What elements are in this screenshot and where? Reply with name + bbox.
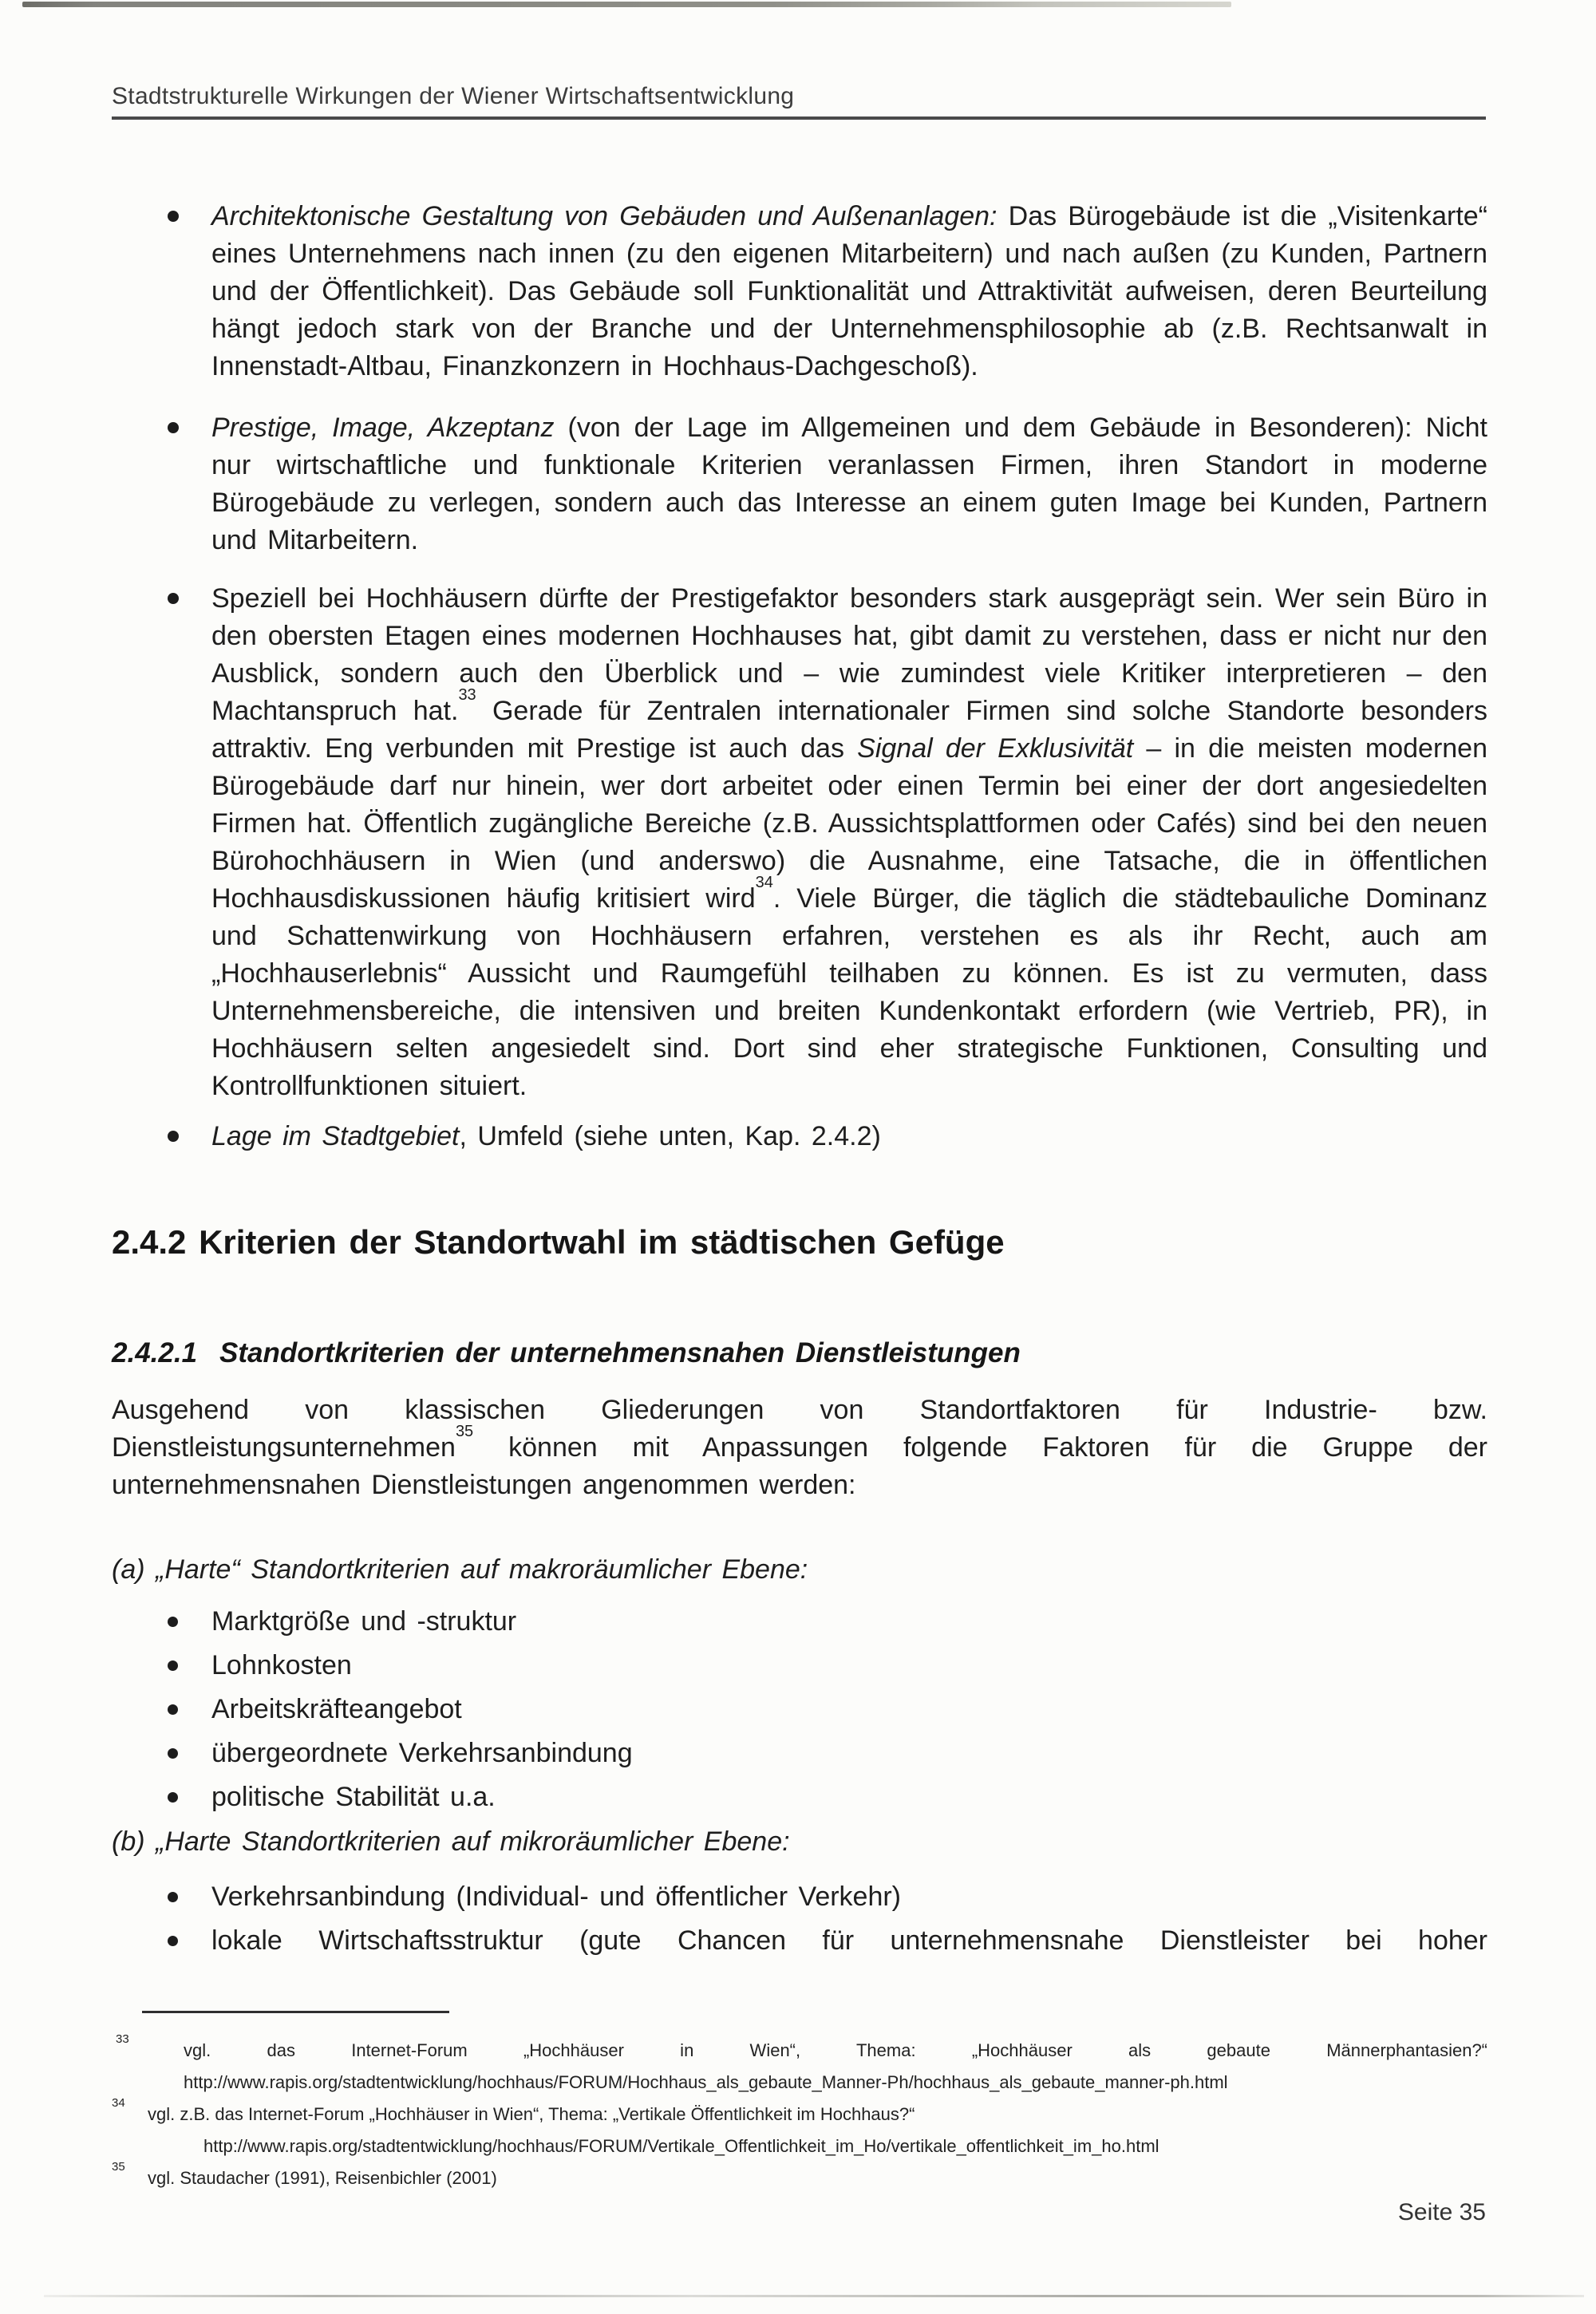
footnote-ref-35: 35	[455, 1422, 474, 1440]
bullet-body-text: , Umfeld (siehe unten, Kap. 2.4.2)	[459, 1121, 881, 1151]
footnote-ref-33: 33	[458, 685, 476, 704]
bullet-icon	[168, 1131, 179, 1142]
list-item	[112, 1603, 1487, 1641]
list-item	[112, 1922, 1487, 1960]
page-number: Seite 35	[1397, 2199, 1486, 2225]
list-item-text: Marktgröße und -struktur	[211, 1606, 517, 1637]
footnote-33-url: http://www.rapis.org/stadtentwicklung/hochhaus/FORUM/Hochhaus_als_gebaute_Manner-Ph/hochhaus_als_gebaute_manner-ph.html	[184, 2072, 1228, 2092]
intro-text: Ausgehend von klassischen Gliederungen von Standortfaktoren für Industrie- bzw. Dienstleistungsunternehmen	[112, 1395, 1487, 1463]
bullet-item-prestige-image-akzeptanz	[112, 409, 1487, 559]
bullet-body-text: . Viele Bürger, die täglich die städtebauliche Dominanz und Schattenwirkung von Hochhäusern erfahren, verstehen es als ihr Recht, auch am „Hochhauserlebnis“ Aussicht und Raumgefühl teilhaben zu können. Es ist zu vermuten, dass Unternehmensbereiche, die intensiven und breiten Kundenkontakt erfordern (wie Vertrieb, PR), in Hochhäusern selten angesiedelt sind. Dort sind eher strategische Funktionen, Consulting und Kontrollfunktionen situiert.	[211, 883, 1487, 1101]
bullet-body-text: Das Bürogebäude ist die „Visitenkarte“ eines Unternehmens nach innen (zu den eigenen Mitarbeitern) und nach außen (zu Kunden, Partnern und der Öffentlichkeit). Das Gebäude soll Funktionalität und Attraktivität aufweisen, deren Beurteilung hängt jedoch stark von der Branche und der Unternehmensphilosophie ab (z.B. Rechtsanwalt in Innenstadt-Altbau, Finanzkonzern in Hochhaus-Dachgeschoß).	[211, 201, 1487, 381]
footnote-text: vgl. das Internet-Forum „Hochhäuser in Wien“, Thema: „Hochhäuser als gebaute Männerphantasien?“	[184, 2040, 1487, 2060]
bullet-icon	[168, 1936, 178, 1946]
bullet-text	[211, 580, 1487, 1105]
list-item-text: Arbeitskräfteangebot	[211, 1694, 462, 1724]
bullet-lead-italic: Lage im Stadtgebiet	[211, 1121, 460, 1151]
bullet-icon	[168, 593, 179, 604]
bullet-icon	[168, 1892, 178, 1902]
bullet-item-architektonische-gestaltung	[112, 198, 1487, 385]
list-item-text: lokale Wirtschaftsstruktur (gute Chancen für unternehmensnahe Dienstleister bei hoher	[211, 1925, 1487, 1956]
section-heading-2421	[112, 1336, 1487, 1371]
bullet-icon	[168, 1617, 178, 1627]
bullet-item-speziell-hochhaeuser	[112, 580, 1487, 1105]
bullet-body-text: (von der Lage im Allgemeinen und dem Gebäude in Besonderen): Nicht nur wirtschaftliche und funktionale Kriterien veranlassen Firmen, ihren Standort in moderne Bürogebäude zu verlegen, sondern auch das Interesse an einem guten Image bei Kunden, Partnern und Mitarbeitern.	[211, 413, 1487, 555]
bullet-lead-italic: Architektonische Gestaltung von Gebäuden und Außenanlagen:	[211, 201, 998, 231]
bullet-item-lage-im-stadtgebiet	[112, 1118, 1487, 1155]
intro-paragraph	[112, 1392, 1487, 1504]
bullet-inline-italic: Signal der Exklusivität	[857, 733, 1134, 764]
list-item-text: Lohnkosten	[211, 1650, 352, 1680]
list-item-text: politische Stabilität u.a.	[211, 1782, 496, 1812]
header-rule	[112, 116, 1486, 120]
footnote-34-url: http://www.rapis.org/stadtentwicklung/hochhaus/FORUM/Vertikale_Offentlichkeit_im_Ho/vertikale_offentlichkeit_im_ho.html	[203, 2136, 1159, 2156]
bullet-body-text: Gerade für Zentralen internationaler Firmen sind solche Standorte besonders attraktiv. Eng verbunden mit Prestige ist auch das	[211, 696, 1487, 764]
footnote-34: 34 vgl. z.B. das Internet-Forum „Hochhäuser in Wien“, Thema: „Vertikale Öffentlichkeit im Hochhaus?“	[112, 2096, 915, 2124]
list-item	[112, 1691, 1487, 1728]
list-item	[112, 1779, 1487, 1816]
bullet-body-text: Speziell bei Hochhäusern dürfte der Prestigefaktor besonders stark ausgeprägt sein. Wer sein Büro in den obersten Etagen eines modernen Hochhauses hat, gibt damit zu verstehen, dass er nicht nur den Ausblick, sondern auch den Überblick und – wie zumindest viele Kritiker interpretieren – den Machtanspruch hat.	[211, 583, 1487, 726]
section-heading-242: 2.4.2 Kriterien der Standortwahl im städtischen Gefüge	[112, 1223, 1005, 1261]
list-a-heading: (a) „Harte“ Standortkriterien auf makroräumlicher Ebene:	[112, 1554, 808, 1585]
bullet-text	[211, 409, 1487, 559]
footnotes-block	[112, 2032, 1487, 2194]
footnote-33: 33 vgl. das Internet-Forum „Hochhäuser in Wien“, Thema: „Hochhäuser als gebaute Männerphantasien?“	[116, 2032, 1487, 2060]
scan-artifact-top	[22, 2, 1231, 7]
body-column	[112, 198, 1487, 1966]
bullet-icon	[168, 422, 179, 433]
bullet-body-text: – in die meisten modernen Bürogebäude darf nur hinein, wer dort arbeitet oder einen Termin bei einer der dort angesiedelten Firmen hat. Öffentlich zugängliche Bereiche (z.B. Aussichtsplattformen oder Cafés) sind bei den neuen Bürohochhäusern in Wien (und anderswo) die Ausnahme, eine Tatsache, die in öffentlichen Hochhausdiskussionen häufig kritisiert wird	[211, 733, 1487, 914]
list-item	[112, 1878, 1487, 1916]
list-b-heading: (b) „Harte Standortkriterien auf mikroräumlicher Ebene:	[112, 1826, 790, 1857]
footnote-35: 35 vgl. Staudacher (1991), Reisenbichler (2001)	[112, 2160, 497, 2188]
running-header: Stadtstrukturelle Wirkungen der Wiener Wirtschaftsentwicklung	[112, 83, 795, 109]
scan-artifact-bottom	[44, 2295, 1584, 2297]
list-item	[112, 1735, 1487, 1772]
section-number: 2.4.2.1	[112, 1337, 198, 1368]
footnote-text: vgl. Staudacher (1991), Reisenbichler (2001)	[148, 2168, 497, 2188]
bullet-icon	[168, 1660, 178, 1671]
bullet-icon	[168, 1748, 178, 1759]
bullet-text	[211, 1118, 1487, 1155]
list-item-text: übergeordnete Verkehrsanbindung	[211, 1738, 633, 1768]
footnote-ref-34: 34	[755, 873, 773, 891]
footnote-text: vgl. z.B. das Internet-Forum „Hochhäuser in Wien“, Thema: „Vertikale Öffentlichkeit im Hochhaus?“	[148, 2104, 915, 2124]
section-title: Standortkriterien der unternehmensnahen Dienstleistungen	[219, 1337, 1021, 1368]
list-item-text: Verkehrsanbindung (Individual- und öffentlicher Verkehr)	[211, 1882, 902, 1912]
bullet-icon	[168, 211, 179, 222]
list-item	[112, 1647, 1487, 1684]
footnote-separator-rule	[142, 2011, 449, 2013]
bullet-icon	[168, 1704, 178, 1715]
bullet-lead-italic: Prestige, Image, Akzeptanz	[211, 413, 555, 443]
bullet-icon	[168, 1792, 178, 1803]
intro-text: können mit Anpassungen folgende Faktoren für die Gruppe der unternehmensnahen Dienstleistungen angenommen werden:	[112, 1432, 1487, 1500]
bullet-text	[211, 198, 1487, 385]
